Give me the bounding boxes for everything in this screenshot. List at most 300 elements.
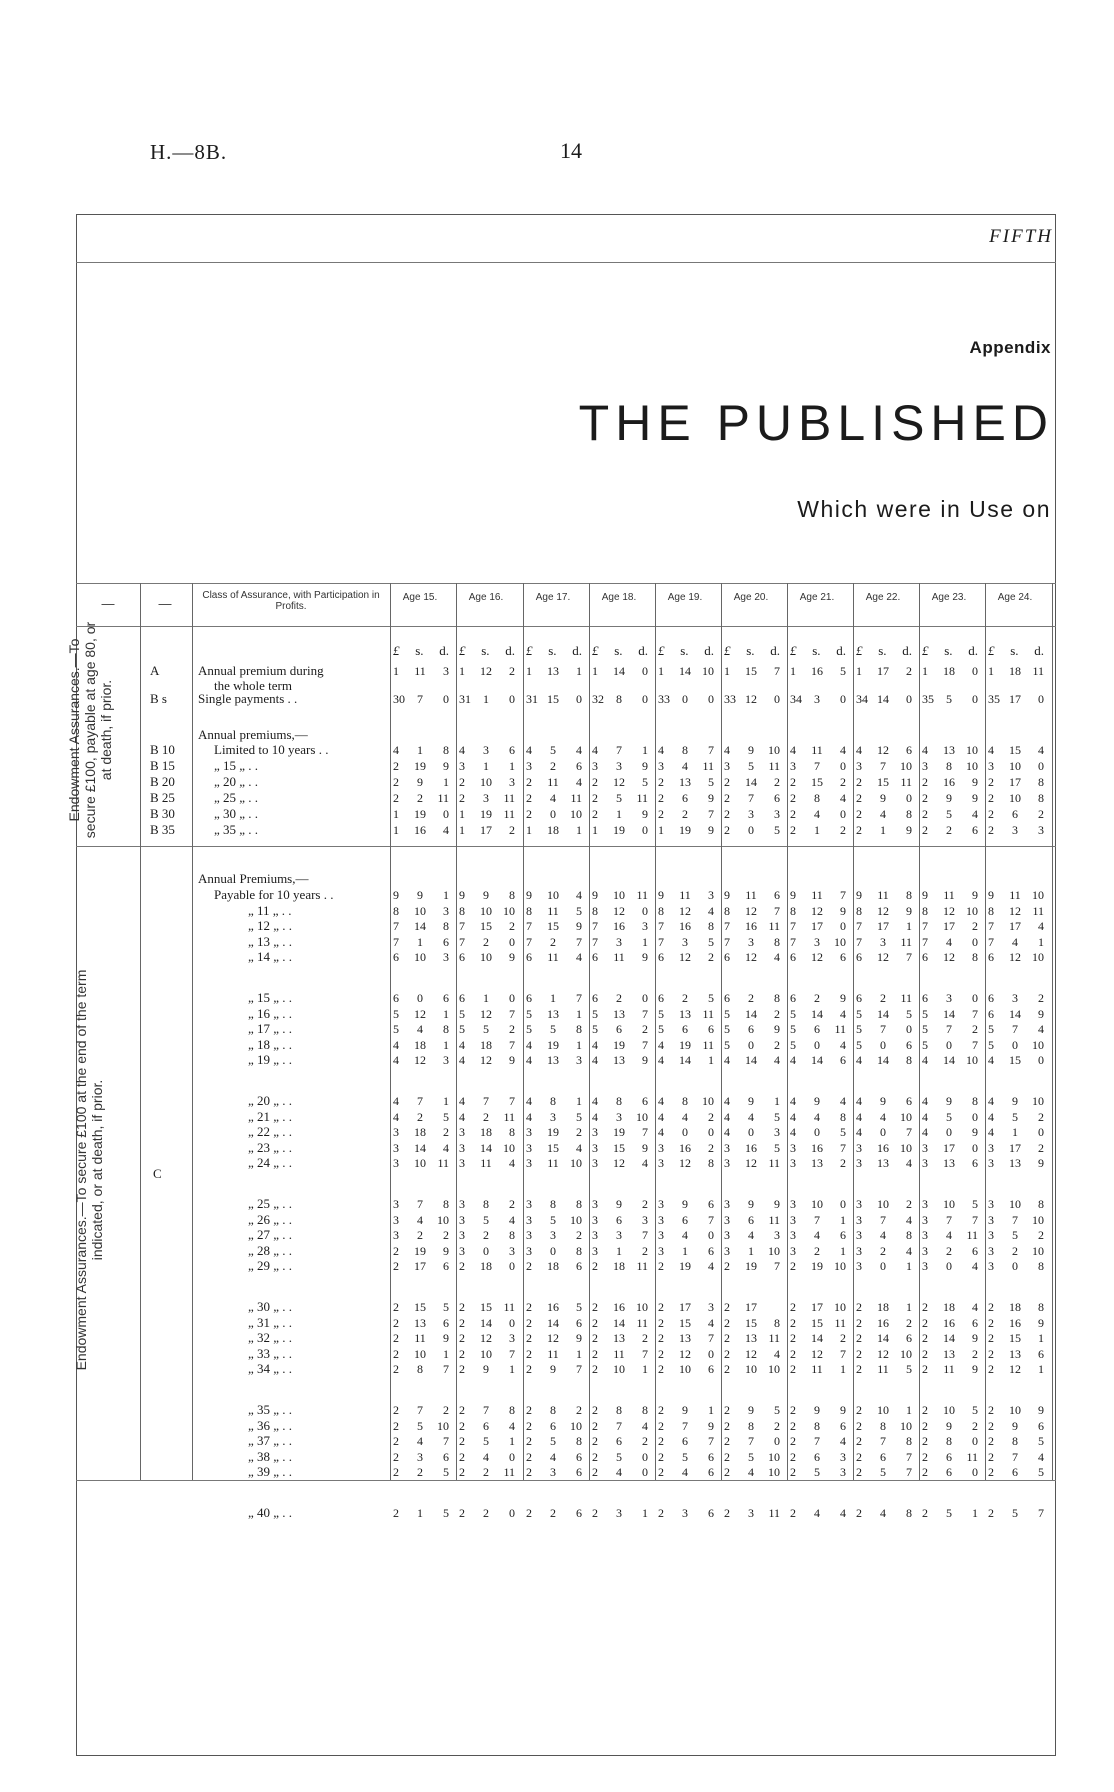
table-cell xyxy=(526,1156,582,1171)
table-cell xyxy=(922,1465,978,1480)
cell-value: 8 xyxy=(988,904,994,918)
cell-value: 4 xyxy=(922,743,928,757)
col-header-age: Age 17. xyxy=(535,592,571,603)
table-cell xyxy=(459,904,515,919)
cell-value: 6 xyxy=(393,991,399,1005)
table-cell xyxy=(790,904,846,919)
cell-value: 4 xyxy=(1038,1450,1044,1464)
cell-value: 12 xyxy=(613,1156,625,1170)
cell-value: 5 xyxy=(616,1450,622,1464)
table-cell xyxy=(724,1038,780,1053)
table-cell xyxy=(459,950,515,965)
cell-value: 2 xyxy=(393,1506,399,1520)
cell-value: 10 xyxy=(613,888,625,902)
cell-value: 4 xyxy=(724,743,730,757)
cell-value: 2 xyxy=(393,1450,399,1464)
cell-value: 2 xyxy=(856,775,862,789)
cell-value: 8 xyxy=(972,950,978,964)
cell-value: 6 xyxy=(840,1228,846,1242)
cell-value: 7 xyxy=(814,759,820,773)
cell-value: 6 xyxy=(576,1506,582,1520)
cell-value: 19 xyxy=(414,759,426,773)
cell-value: 5 xyxy=(483,1213,489,1227)
cell-value: 6 xyxy=(880,1450,886,1464)
table-bottom-rule xyxy=(76,1480,1056,1481)
cell-value: 5 xyxy=(856,1022,862,1036)
cell-value: 2 xyxy=(592,1259,598,1273)
cell-value: 3 xyxy=(724,1141,730,1155)
cell-value: 15 xyxy=(547,692,559,706)
cell-value: 6 xyxy=(576,1465,582,1479)
row-label-continued: the whole term xyxy=(214,678,292,693)
cell-value: 11 xyxy=(503,1300,515,1314)
cell-value: 2 xyxy=(550,1506,556,1520)
table-cell xyxy=(988,1213,1044,1228)
cell-value: 12 xyxy=(480,1007,492,1021)
cell-value: 2 xyxy=(1038,1110,1044,1124)
cell-value: 5 xyxy=(774,1110,780,1124)
cell-value: 0 xyxy=(748,1038,754,1052)
cell-value: 16 xyxy=(613,1300,625,1314)
cell-value: 7 xyxy=(393,935,399,949)
cell-value: 19 xyxy=(679,823,691,837)
cell-value: 4 xyxy=(840,1038,846,1052)
cell-value: 6 xyxy=(972,1244,978,1258)
cell-value: 12 xyxy=(811,1347,823,1361)
cell-value: 11 xyxy=(768,919,780,933)
table-cell xyxy=(922,950,978,965)
table-cell xyxy=(790,1228,846,1243)
table-cell xyxy=(922,1213,978,1228)
cell-value: 2 xyxy=(658,1434,664,1448)
cell-value: 11 xyxy=(547,1347,559,1361)
cell-value: 0 xyxy=(509,1259,515,1273)
cell-value: 1 xyxy=(459,664,465,678)
cell-value: 6 xyxy=(988,950,994,964)
cell-value: 6 xyxy=(393,950,399,964)
cell-value: 18 xyxy=(547,823,559,837)
cell-value: 2 xyxy=(592,807,598,821)
table-cell xyxy=(526,1228,582,1243)
cell-value: 14 xyxy=(679,1053,691,1067)
cell-value: 5 xyxy=(550,1022,556,1036)
cell-value: 4 xyxy=(790,1094,796,1108)
cell-value: 7 xyxy=(1012,1450,1018,1464)
cell-value: 3 xyxy=(592,1141,598,1155)
table-cell xyxy=(592,775,648,790)
table-cell xyxy=(724,1022,780,1037)
cell-value: 2 xyxy=(616,991,622,1005)
table-cell xyxy=(526,1316,582,1331)
cell-value: 2 xyxy=(1038,991,1044,1005)
cell-value: 2 xyxy=(724,1419,730,1433)
cell-value: 10 xyxy=(1009,791,1021,805)
cell-value: 4 xyxy=(1012,935,1018,949)
cell-value: 0 xyxy=(972,664,978,678)
cell-value: 9 xyxy=(906,904,912,918)
table-cell xyxy=(988,823,1044,838)
cell-value: 9 xyxy=(459,888,465,902)
cell-value: 16 xyxy=(547,1300,559,1314)
table-cell xyxy=(724,1141,780,1156)
table-cell xyxy=(922,743,978,758)
cell-value: 4 xyxy=(658,1038,664,1052)
cell-value: 5 xyxy=(856,1007,862,1021)
cell-value: 4 xyxy=(509,1156,515,1170)
cell-value: 1 xyxy=(576,1038,582,1052)
cell-value: 0 xyxy=(972,1141,978,1155)
cell-value: 4 xyxy=(814,1506,820,1520)
table-cell xyxy=(988,904,1044,919)
table-cell xyxy=(790,1094,846,1109)
cell-value: 12 xyxy=(679,1347,691,1361)
cell-value: 0 xyxy=(748,823,754,837)
cell-value: 14 xyxy=(943,1007,955,1021)
cell-value: 4 xyxy=(774,950,780,964)
cell-value xyxy=(766,1300,780,1315)
cell-value: 5 xyxy=(774,823,780,837)
table-cell xyxy=(526,743,582,758)
table-cell xyxy=(393,1053,449,1068)
table-cell xyxy=(856,1347,912,1362)
cell-value: 18 xyxy=(547,1259,559,1273)
cell-value: 4 xyxy=(658,1125,664,1139)
cell-value: 14 xyxy=(480,1316,492,1330)
table-cell xyxy=(856,1110,912,1125)
cell-value: 4 xyxy=(880,1506,886,1520)
cell-value: 7 xyxy=(616,743,622,757)
table-cell xyxy=(393,1419,449,1434)
cell-value: 3 xyxy=(526,759,532,773)
cell-value: 13 xyxy=(679,775,691,789)
table-cell xyxy=(856,904,912,919)
cell-value: 16 xyxy=(1009,1316,1021,1330)
col-header-age: Age 23. xyxy=(931,592,967,603)
cell-value: 7 xyxy=(708,743,714,757)
table-cell xyxy=(922,1244,978,1259)
table-cell xyxy=(526,1110,582,1125)
cell-value: 3 xyxy=(790,1228,796,1242)
cell-value: 0 xyxy=(774,692,780,706)
table-cell xyxy=(790,1347,846,1362)
cell-value: 6 xyxy=(708,1197,714,1211)
cell-value: 1 xyxy=(443,1347,449,1361)
cell-value: 7 xyxy=(483,1403,489,1417)
cell-value: 8 xyxy=(616,1403,622,1417)
cell-value: 3 xyxy=(840,1450,846,1464)
cell-value: 7 xyxy=(790,919,796,933)
cell-value: 7 xyxy=(922,919,928,933)
table-cell xyxy=(526,1450,582,1465)
cell-value: 11 xyxy=(480,1156,492,1170)
table-cell xyxy=(724,1228,780,1243)
cell-value: 11 xyxy=(636,1316,648,1330)
cell-value: 5 xyxy=(443,1110,449,1124)
cell-value: 0 xyxy=(417,991,423,1005)
cell-value: 1 xyxy=(748,1244,754,1258)
cell-value: 14 xyxy=(480,1141,492,1155)
cell-value: 2 xyxy=(708,1141,714,1155)
cell-value: 6 xyxy=(443,935,449,949)
cell-value: 4 xyxy=(774,1347,780,1361)
cell-value: 5 xyxy=(708,775,714,789)
cell-value: 11 xyxy=(877,888,889,902)
cell-value: 0 xyxy=(682,692,688,706)
row-label: Annual premium during xyxy=(198,663,324,678)
cell-value: 3 xyxy=(576,1053,582,1067)
cell-value: 3 xyxy=(790,1141,796,1155)
cell-value: 8 xyxy=(724,904,730,918)
cell-value: 2 xyxy=(658,1465,664,1479)
row-label: „ 29 „ . . xyxy=(248,1258,293,1273)
unit-label: s. xyxy=(812,643,821,658)
cell-value: 2 xyxy=(658,1403,664,1417)
cell-value: 2 xyxy=(443,1228,449,1242)
table-cell xyxy=(658,991,714,1006)
cell-value: 3 xyxy=(946,991,952,1005)
table-cell xyxy=(459,919,515,934)
table-cell xyxy=(856,1141,912,1156)
cell-value: 4 xyxy=(526,1094,532,1108)
cell-value: 2 xyxy=(972,1419,978,1433)
table-cell xyxy=(526,950,582,965)
cell-value: 1 xyxy=(393,664,399,678)
table-cell xyxy=(724,1316,780,1331)
table-cell xyxy=(592,1419,648,1434)
cell-value: 3 xyxy=(988,1156,994,1170)
cell-value: 2 xyxy=(946,1244,952,1258)
cell-value: 34 xyxy=(856,692,868,706)
cell-value: 3 xyxy=(443,904,449,918)
cell-value: 11 xyxy=(900,935,912,949)
cell-value: 8 xyxy=(509,1228,515,1242)
cell-value: 2 xyxy=(526,1300,532,1314)
table-cell xyxy=(724,1156,780,1171)
cell-value: 10 xyxy=(943,1197,955,1211)
cell-value: 14 xyxy=(877,1331,889,1345)
table-cell xyxy=(724,1362,780,1377)
cell-value: 4 xyxy=(814,1228,820,1242)
page-subtitle: Which were in Use on xyxy=(797,496,1051,522)
cell-value: 4 xyxy=(576,950,582,964)
cell-value: 3 xyxy=(988,759,994,773)
cell-value: 6 xyxy=(509,743,515,757)
cell-value: 6 xyxy=(443,1259,449,1273)
cell-value: 7 xyxy=(790,935,796,949)
table-cell xyxy=(592,1331,648,1346)
table-cell xyxy=(459,1244,515,1259)
cell-value: 3 xyxy=(682,935,688,949)
cell-value: 3 xyxy=(616,1110,622,1124)
cell-value: 2 xyxy=(592,1506,598,1520)
cell-value: 3 xyxy=(658,759,664,773)
cell-value: 14 xyxy=(679,664,691,678)
table-cell xyxy=(526,1197,582,1212)
table-cell xyxy=(724,950,780,965)
cell-value: 15 xyxy=(1009,1331,1021,1345)
table-cell xyxy=(856,1053,912,1068)
cell-value: 7 xyxy=(748,791,754,805)
cell-value: 4 xyxy=(592,1038,598,1052)
cell-value: 1 xyxy=(576,1347,582,1361)
cell-value: 8 xyxy=(1038,1197,1044,1211)
cell-value: 3 xyxy=(988,1197,994,1211)
cell-value: 14 xyxy=(547,1316,559,1330)
cell-value: 1 xyxy=(417,935,423,949)
cell-value: 2 xyxy=(592,1362,598,1376)
row-label: Limited to 10 years . . xyxy=(214,742,329,757)
cell-value: 13 xyxy=(811,1156,823,1170)
cell-value: 16 xyxy=(811,1141,823,1155)
cell-value: 3 xyxy=(790,1197,796,1211)
table-cell xyxy=(790,1038,846,1053)
cell-value: 11 xyxy=(547,775,559,789)
cell-value: 4 xyxy=(840,743,846,757)
column-rule xyxy=(523,583,524,1480)
row-label: Payable for 10 years . . xyxy=(214,887,334,902)
cell-value: 11 xyxy=(613,1347,625,1361)
table-cell xyxy=(526,1331,582,1346)
cell-value: 2 xyxy=(459,1316,465,1330)
cell-value: 2 xyxy=(483,1506,489,1520)
cell-value: 2 xyxy=(988,1434,994,1448)
table-cell xyxy=(658,1259,714,1274)
table-cell xyxy=(922,935,978,950)
cell-value: 18 xyxy=(1009,1300,1021,1314)
cell-value: 8 xyxy=(1038,1259,1044,1273)
table-cell xyxy=(856,823,912,838)
cell-value: 5 xyxy=(417,1419,423,1433)
cell-value: 2 xyxy=(459,791,465,805)
table-cell xyxy=(922,1156,978,1171)
cell-value: 9 xyxy=(972,888,978,902)
cell-value: 7 xyxy=(906,1125,912,1139)
table-cell xyxy=(988,1007,1044,1022)
table-cell xyxy=(526,1007,582,1022)
cell-value: 2 xyxy=(988,1300,994,1314)
table-cell xyxy=(790,1316,846,1331)
cell-value: 9 xyxy=(922,888,928,902)
cell-value: 3 xyxy=(840,1465,846,1479)
row-label: „ 35 „ . . xyxy=(248,1402,293,1417)
cell-value: 1 xyxy=(642,1362,648,1376)
cell-value: 2 xyxy=(856,1331,862,1345)
table-cell xyxy=(790,1331,846,1346)
cell-value: 4 xyxy=(748,1465,754,1479)
cell-value: 3 xyxy=(393,1213,399,1227)
cell-value: 15 xyxy=(811,1316,823,1330)
cell-value: 5 xyxy=(724,1022,730,1036)
cell-value: 11 xyxy=(613,950,625,964)
cell-value: 4 xyxy=(856,1125,862,1139)
section1-vertical-label: Endowment Assurances.—To secure £100, payable at age 80, or at death, if prior. xyxy=(66,621,114,839)
cell-value: 12 xyxy=(547,1331,559,1345)
table-cell xyxy=(988,1347,1044,1362)
cell-value: 19 xyxy=(414,807,426,821)
col-header-blank-2: — xyxy=(158,596,172,611)
cell-value: 8 xyxy=(509,888,515,902)
table-cell xyxy=(790,1465,846,1480)
cell-value: 9 xyxy=(906,823,912,837)
table-cell xyxy=(459,1331,515,1346)
table-cell xyxy=(988,775,1044,790)
table-cell xyxy=(658,1156,714,1171)
cell-value: 2 xyxy=(880,1244,886,1258)
cell-value: 7 xyxy=(443,1434,449,1448)
row-code: A xyxy=(150,663,160,678)
cell-value: 10 xyxy=(1009,1197,1021,1211)
cell-value: 19 xyxy=(547,1038,559,1052)
table-cell xyxy=(790,1053,846,1068)
row-code: B 15 xyxy=(150,758,175,773)
table-cell xyxy=(658,1403,714,1418)
cell-value: 2 xyxy=(550,935,556,949)
cell-value: 5 xyxy=(658,1007,664,1021)
table-cell xyxy=(724,791,780,806)
section2-heading: Annual Premiums,— xyxy=(198,871,309,886)
table-cell xyxy=(790,1259,846,1274)
cell-value: 2 xyxy=(988,1506,994,1520)
cell-value: 2 xyxy=(509,1197,515,1211)
cell-value: 10 xyxy=(1032,1094,1044,1108)
unit-label: £ xyxy=(988,643,995,658)
cell-value: 6 xyxy=(526,991,532,1005)
cell-value: 7 xyxy=(576,935,582,949)
units-row xyxy=(724,643,780,659)
cell-value: 18 xyxy=(414,1125,426,1139)
col-header-age: Age 21. xyxy=(799,592,835,603)
cell-value: 7 xyxy=(509,1038,515,1052)
cell-value: 5 xyxy=(946,807,952,821)
cell-value: 9 xyxy=(616,1197,622,1211)
table-cell xyxy=(459,823,515,838)
cell-value: 4 xyxy=(576,775,582,789)
cell-value: 4 xyxy=(509,1419,515,1433)
cell-value: 2 xyxy=(592,1331,598,1345)
cell-value: 9 xyxy=(748,743,754,757)
table-cell xyxy=(790,1450,846,1465)
cell-value: 1 xyxy=(443,775,449,789)
cell-value: 10 xyxy=(768,1362,780,1376)
cell-value: 2 xyxy=(526,1331,532,1345)
table-cell xyxy=(393,1316,449,1331)
table-cell xyxy=(988,1197,1044,1212)
cell-value: 11 xyxy=(503,791,515,805)
cell-value: 4 xyxy=(526,743,532,757)
cell-value: 5 xyxy=(592,1022,598,1036)
cell-value: 5 xyxy=(459,1022,465,1036)
cell-value: 0 xyxy=(774,1434,780,1448)
cell-value: 9 xyxy=(972,1362,978,1376)
table-cell xyxy=(393,1038,449,1053)
table-cell xyxy=(526,1362,582,1377)
cell-value: 10 xyxy=(768,1244,780,1258)
cell-value: 5 xyxy=(988,1038,994,1052)
cell-value: 10 xyxy=(900,1347,912,1361)
cell-value: 2 xyxy=(459,1403,465,1417)
cell-value: 8 xyxy=(443,743,449,757)
table-cell xyxy=(856,1244,912,1259)
table-cell xyxy=(856,1331,912,1346)
cell-value: 2 xyxy=(393,1244,399,1258)
cell-value: 4 xyxy=(972,1300,978,1314)
cell-value: 1 xyxy=(906,1403,912,1417)
cell-value: 2 xyxy=(417,1110,423,1124)
table-cell xyxy=(856,991,912,1006)
cell-value: 11 xyxy=(570,791,582,805)
cell-value: 10 xyxy=(414,904,426,918)
cell-value: 11 xyxy=(900,991,912,1005)
